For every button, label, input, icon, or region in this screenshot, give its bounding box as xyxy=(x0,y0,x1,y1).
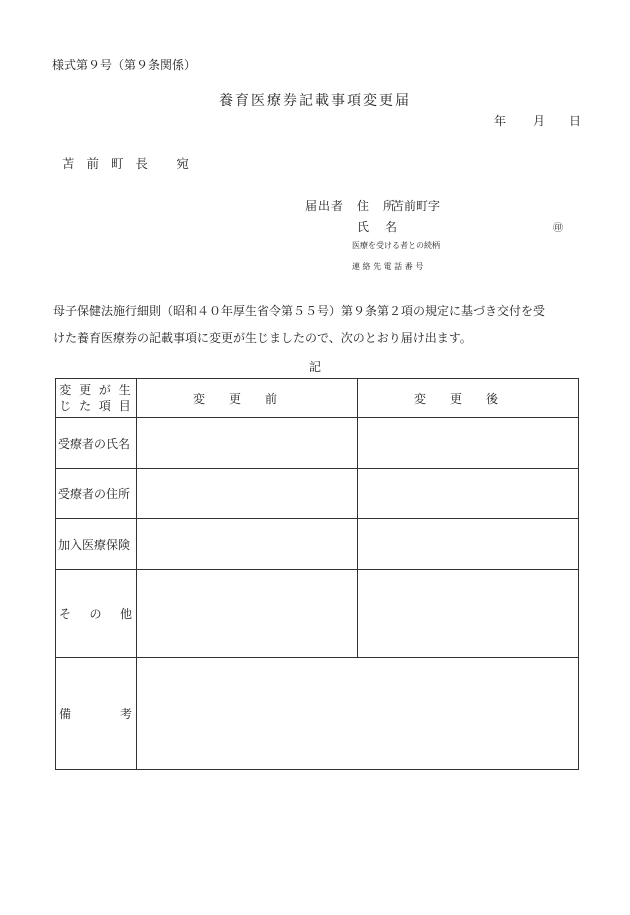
header-item-line1: 変 更 が 生 xyxy=(59,383,133,397)
header-after: 変更後 xyxy=(358,379,579,418)
label-char: の xyxy=(89,607,102,621)
cell-before-address[interactable] xyxy=(137,469,358,519)
table-row xyxy=(56,570,579,658)
cell-after-name[interactable] xyxy=(358,418,579,469)
date-year: 年 xyxy=(494,114,507,128)
body-text-line-2: けた養育医療券の記載事項に変更が生じましたので、次のとおり届け出ます。 xyxy=(53,331,472,345)
table-row xyxy=(56,418,579,469)
addressee: 苫 前 町 長 宛 xyxy=(62,156,193,171)
change-table xyxy=(55,378,579,770)
cell-before-other[interactable] xyxy=(137,570,358,658)
applicant-address-value[interactable]: 苫前町字 xyxy=(392,199,441,213)
row-label-remarks xyxy=(56,658,137,770)
row-label-remarks-text xyxy=(56,705,136,722)
row-label-other xyxy=(56,570,137,658)
row-label-address: 受療者の住所 xyxy=(56,469,137,519)
ki-heading: 記 xyxy=(308,360,321,374)
header-item-line2: じ た 項 目 xyxy=(59,399,133,413)
label-char: 他 xyxy=(119,607,132,621)
date-month: 月 xyxy=(533,114,546,128)
applicant-address-label: 届出者 住 所 xyxy=(305,199,397,213)
header-changed-item xyxy=(56,379,137,418)
header-before: 変更前 xyxy=(137,379,358,418)
form-number: 様式第９号（第９条関係） xyxy=(52,58,197,72)
document-title: 養育医療券記載事項変更届 xyxy=(219,93,411,109)
row-label-name: 受療者の氏名 xyxy=(56,418,137,469)
label-char: そ xyxy=(59,607,72,621)
relationship-label: 医療を受ける者との続柄 xyxy=(352,241,440,250)
seal-mark-icon: ㊞ xyxy=(553,223,563,234)
phone-label: 連 絡 先 電 話 番 号 xyxy=(352,262,424,271)
table-row-remarks xyxy=(56,658,579,770)
table-row xyxy=(56,519,579,570)
row-label-insurance: 加入医療保険 xyxy=(56,519,137,570)
cell-after-insurance[interactable] xyxy=(358,519,579,570)
cell-after-address[interactable] xyxy=(358,469,579,519)
body-text-line-1: 母子保健法施行細則（昭和４０年厚生省令第５５号）第９条第２項の規定に基づき交付を受 xyxy=(53,304,546,318)
cell-remarks[interactable] xyxy=(137,658,579,770)
table-header-row xyxy=(56,379,579,418)
cell-before-name[interactable] xyxy=(137,418,358,469)
table-row xyxy=(56,469,579,519)
date-day: 日 xyxy=(569,114,582,128)
applicant-name-label: 氏 名 xyxy=(357,220,400,234)
label-char: 考 xyxy=(119,707,132,721)
label-char: 備 xyxy=(59,707,72,721)
row-label-other-text xyxy=(56,605,136,622)
cell-after-other[interactable] xyxy=(358,570,579,658)
cell-before-insurance[interactable] xyxy=(137,519,358,570)
